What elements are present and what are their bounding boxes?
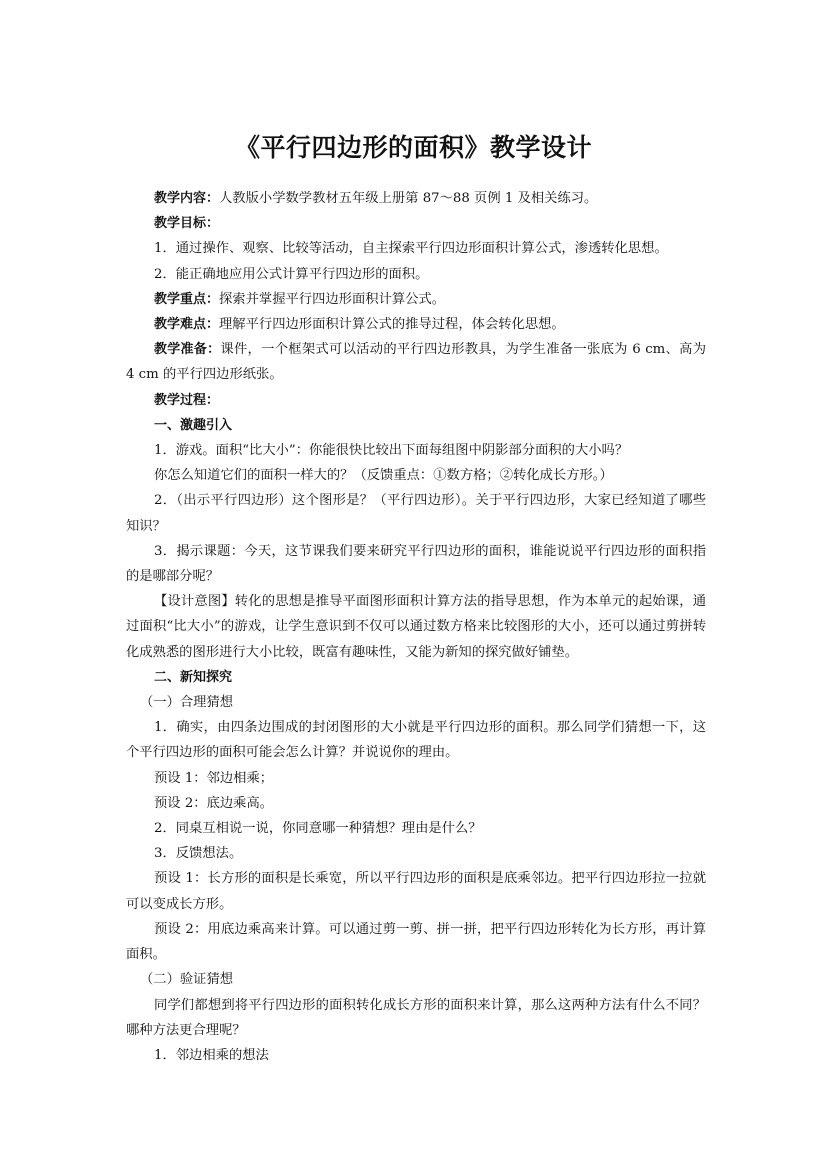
subsection-heading: （一）合理猜想: [140, 695, 234, 711]
key-point-text: 探索并掌握平行四边形面积计算公式。: [219, 291, 446, 307]
paragraph: 3．揭示课题：今天，这节课我们要来研究平行四边形的面积，谁能说说平行四边形的面积指的是哪部分呢？: [126, 543, 706, 585]
document-body: [126, 186, 706, 1068]
paragraph: 3．反馈想法。: [154, 846, 243, 862]
paragraph: 你怎么知道它们的面积一样大的？（反馈重点：①数方格；②转化成长方形。）: [154, 468, 613, 484]
teaching-content-label: 教学内容：: [154, 191, 220, 206]
goal-item: 1．通过操作、观察、比较等活动，自主探索平行四边形面积计算公式，渗透转化思想。: [154, 241, 668, 257]
preparation-paragraph: [126, 337, 706, 387]
teaching-content-text: 人教版小学数学教材五年级上册第 87～88 页例 1 及相关练习。: [219, 191, 598, 206]
teaching-goals-label: 教学目标：: [154, 216, 220, 232]
design-intent-paragraph: 【设计意图】转化的思想是推导平面图形面积计算方法的指导思想，作为本单元的起始课，通过面积“比大小”的游戏，让学生意识到不仅可以通过数方格来比较图形的大小，还可以通过剪拼转化成熟悉的图形进行大小比较，既富有趣味性，又能为新知的探究做好铺垫。: [126, 594, 706, 660]
preparation-text: 课件，一个框架式可以活动的平行四边形教具，为学生准备一张底为 6 cm、高为 4 cm 的平行四边形纸张。: [126, 342, 706, 383]
paragraph: 预设 1：邻边相乘；: [154, 770, 274, 786]
paragraph: 预设 2：用底边乘高来计算。可以通过剪一剪、拼一拼，把平行四边形转化为长方形，再计算面积。: [126, 921, 706, 963]
subsection-heading: （二）验证猜想: [140, 972, 234, 988]
paragraph: 1．游戏。面积“比大小”：你能很快比较出下面每组图中阴影部分面积的大小吗？: [154, 443, 629, 459]
paragraph: 同学们都想到将平行四边形的面积转化成长方形的面积来计算，那么这两种方法有什么不同？哪种方法更合理呢？: [126, 997, 706, 1038]
paragraph: 2．（出示平行四边形）这个图形是？（平行四边形）。关于平行四边形，大家已经知道了哪些知识？: [126, 493, 706, 534]
key-point-label: 教学重点：: [154, 291, 220, 307]
difficulty-paragraph: [126, 312, 706, 337]
key-point-paragraph: [126, 287, 706, 312]
paragraph: 预设 2：底边乘高。: [154, 795, 274, 811]
preparation-label: 教学准备：: [154, 342, 221, 358]
difficulty-label: 教学难点：: [154, 317, 220, 333]
paragraph: 1．确实，由四条边围成的封闭图形的大小就是平行四边形的面积。那么同学们猜想一下，这个平行四边形的面积可能会怎么计算？并说说你的理由。: [126, 720, 706, 761]
paragraph: 2．同桌互相说一说，你同意哪一种猜想？理由是什么？: [154, 821, 482, 837]
process-label: 教学过程：: [154, 392, 220, 408]
paragraph: 1．邻边相乘的想法: [154, 1047, 269, 1063]
document-title: 《平行四边形的面积》教学设计: [234, 133, 592, 162]
section-heading: 二、新知探究: [154, 669, 233, 685]
section-heading: 一、激趣引入: [154, 417, 233, 433]
teaching-content-paragraph: [126, 186, 706, 211]
difficulty-text: 理解平行四边形面积计算公式的推导过程，体会转化思想。: [219, 317, 565, 333]
paragraph: 预设 1：长方形的面积是长乘宽，所以平行四边形的面积是底乘邻边。把平行四边形拉一拉就可以变成长方形。: [126, 871, 706, 912]
goal-item: 2．能正确地应用公式计算平行四边形的面积。: [154, 266, 429, 282]
